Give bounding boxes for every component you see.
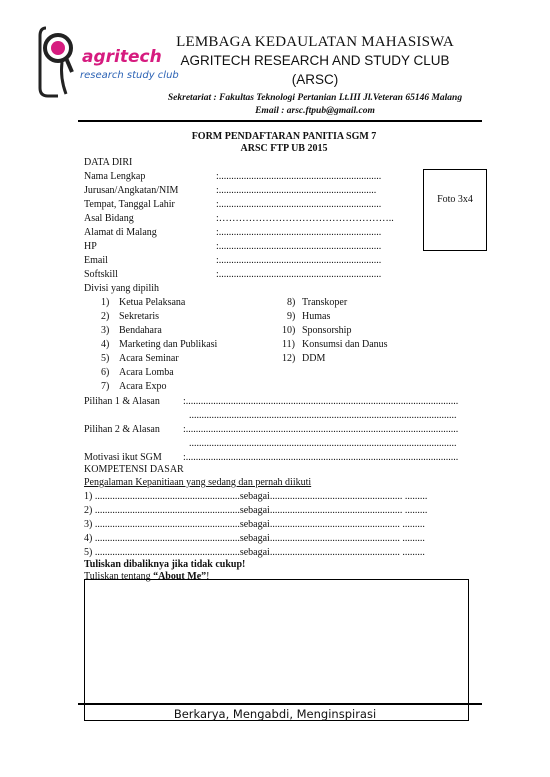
divisi-num: 2) [101, 311, 110, 322]
photo-box[interactable] [423, 169, 487, 251]
field-blank[interactable]: :................................................................. [216, 255, 382, 266]
form-title: FORM PENDAFTARAN PANITIA SGM 7 [191, 131, 377, 142]
pengalaman-row[interactable]: 3) ..........................................................sebagai.................................................... ......... [84, 519, 425, 530]
field-label: Alamat di Malang [84, 227, 157, 238]
about-prefix: Tuliskan tentang [84, 571, 154, 582]
pilihan2-label: Pilihan 2 & Alasan [84, 424, 160, 435]
pilihan2-blank[interactable]: :............................................................................................................. [183, 424, 459, 435]
field-blank[interactable]: :................................................................. [216, 241, 382, 252]
divisi-option[interactable]: Transkoper [302, 297, 348, 308]
divisi-option[interactable]: Acara Lomba [119, 367, 174, 378]
org-name-line1: LEMBAGA KEDAULATAN MAHASISWA [176, 34, 454, 50]
pilihan1-continuation[interactable]: ........................................................................................................... [189, 410, 457, 421]
about-suffix: ! [206, 571, 210, 582]
field-label: Asal Bidang [84, 213, 134, 224]
divisi-option[interactable]: Acara Seminar [119, 353, 179, 364]
field-blank[interactable]: :…………………………………………….. [216, 213, 394, 224]
divisi-option[interactable]: Marketing dan Publikasi [119, 339, 218, 350]
field-blank[interactable]: :............................................................... [216, 185, 377, 196]
field-blank[interactable]: :................................................................. [216, 171, 382, 182]
divisi-option[interactable]: Sekretaris [119, 311, 159, 322]
photo-label: Foto 3x4 [437, 194, 473, 205]
divisi-option[interactable]: DDM [302, 353, 326, 364]
arsc-logo [36, 22, 179, 104]
divisi-option[interactable]: Ketua Pelaksana [119, 297, 186, 308]
divisi-num: 11) [282, 339, 295, 350]
divisi-option[interactable]: Acara Expo [119, 381, 167, 392]
logo-word-top: agritech [82, 47, 162, 67]
pengalaman-row[interactable]: 5) ..........................................................sebagai.................................................... ......... [84, 547, 425, 558]
org-name-line3: (ARSC) [291, 72, 339, 87]
pilihan1-label: Pilihan 1 & Alasan [84, 396, 160, 407]
motivasi-blank[interactable]: :............................................................................................................. [183, 452, 459, 463]
divisi-num: 12) [282, 353, 296, 364]
form-subtitle: ARSC FTP UB 2015 [240, 143, 328, 154]
org-address: Sekretariat : Fakultas Teknologi Pertanian Lt.III Jl.Veteran 65146 Malang [167, 93, 463, 103]
field-label: HP [84, 241, 97, 252]
org-name-line2: AGRITECH RESEARCH AND STUDY CLUB [180, 53, 450, 68]
divisi-num: 8) [287, 297, 296, 308]
logo-word-bottom: research study club [80, 70, 179, 81]
pengalaman-title: Pengalaman Kepanitiaan yang sedang dan pernah diikuti [84, 477, 312, 488]
about-bold: “About Me” [153, 571, 207, 582]
divisi-title: Divisi yang dipilih [84, 283, 159, 294]
field-blank[interactable]: :................................................................. [216, 199, 382, 210]
pengalaman-row[interactable]: 1) ..........................................................sebagai..................................................... ......... [84, 491, 428, 502]
divisi-num: 6) [101, 367, 110, 378]
pengalaman-row[interactable]: 2) ..........................................................sebagai..................................................... ......... [84, 505, 428, 516]
section-data-diri: DATA DIRI [84, 157, 133, 168]
footer-divider [78, 703, 482, 705]
kompetensi-title: KOMPETENSI DASAR [84, 464, 184, 475]
field-blank[interactable]: :................................................................. [216, 269, 382, 280]
divisi-option[interactable]: Humas [302, 311, 331, 322]
divisi-num: 7) [101, 381, 110, 392]
divisi-num: 3) [101, 325, 110, 336]
field-label: Nama Lengkap [84, 171, 146, 182]
divisi-option[interactable]: Konsumsi dan Danus [302, 339, 388, 350]
motivasi-label: Motivasi ikut SGM [84, 452, 162, 463]
footer-motto: Berkarya, Mengabdi, Menginspirasi [173, 707, 377, 721]
divisi-option[interactable]: Sponsorship [302, 325, 352, 336]
field-label: Softskill [84, 269, 118, 280]
org-email: Email : arsc.ftpub@gmail.com [255, 106, 375, 116]
divisi-num: 5) [101, 353, 110, 364]
field-label: Jurusan/Angkatan/NIM [84, 185, 179, 196]
divisi-option[interactable]: Bendahara [119, 325, 162, 336]
divisi-num: 9) [287, 311, 296, 322]
note-overflow: Tuliskan dibaliknya jika tidak cukup! [84, 559, 246, 570]
field-label: Email [84, 255, 108, 266]
divisi-num: 4) [101, 339, 110, 350]
divisi-num: 1) [101, 297, 110, 308]
about-me-box[interactable] [84, 579, 469, 721]
divisi-num: 10) [282, 325, 296, 336]
header-divider [78, 120, 482, 122]
pilihan1-blank[interactable]: :............................................................................................................. [183, 396, 459, 407]
pilihan2-continuation[interactable]: ........................................................................................................... [189, 438, 457, 449]
pengalaman-row[interactable]: 4) ..........................................................sebagai.................................................... ......... [84, 533, 425, 544]
field-label: Tempat, Tanggal Lahir [84, 199, 175, 210]
field-blank[interactable]: :................................................................. [216, 227, 382, 238]
